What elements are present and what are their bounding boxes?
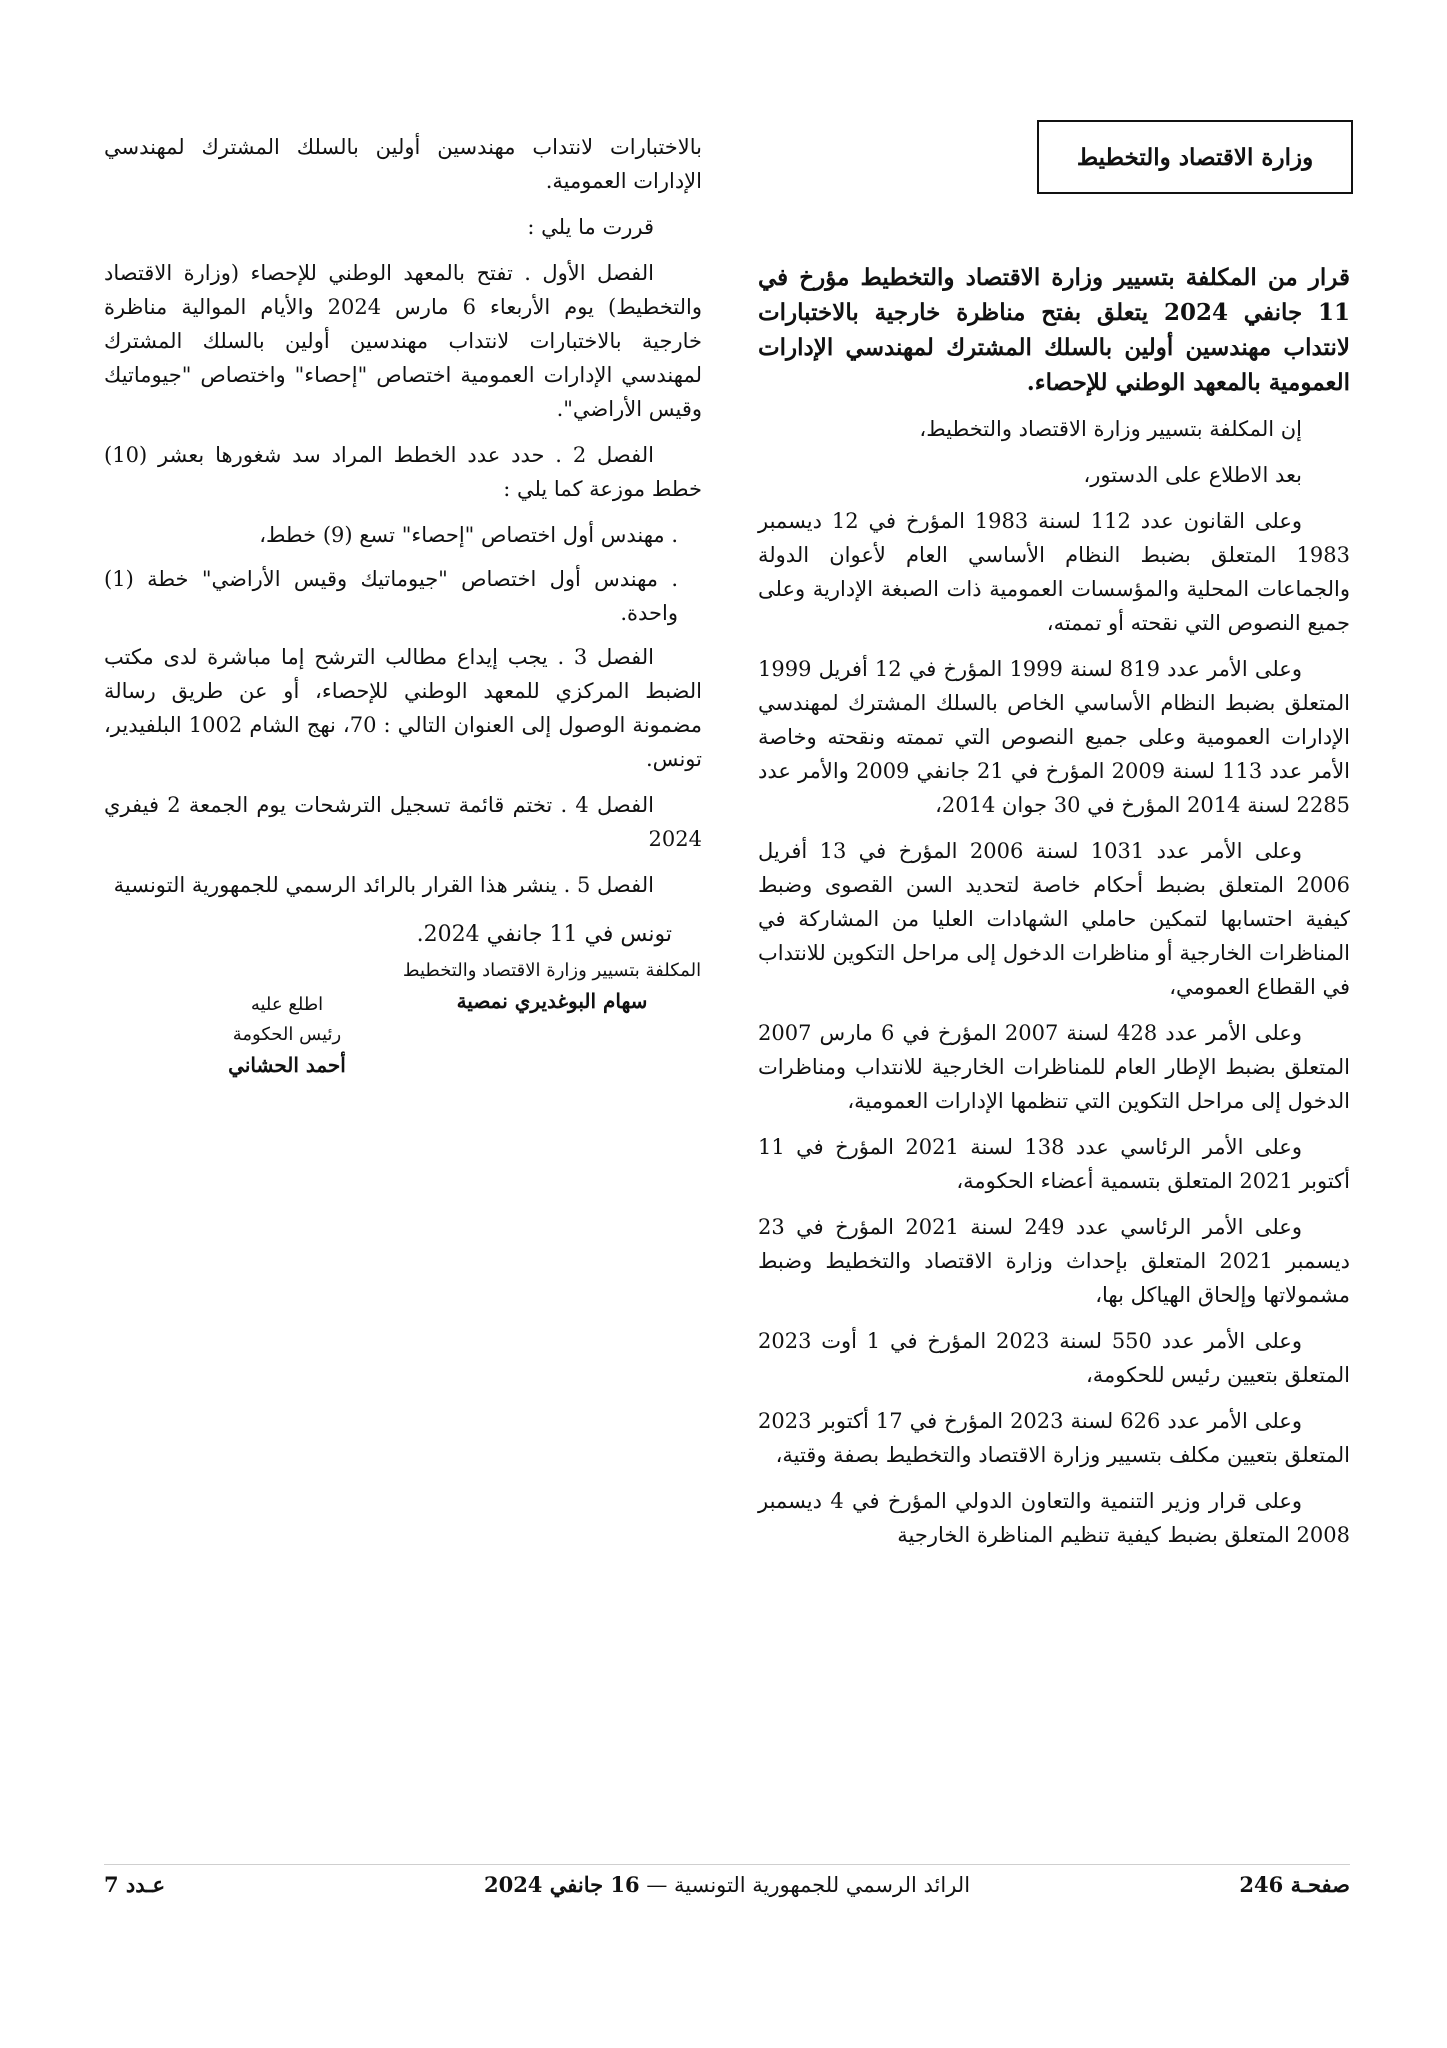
article-5: الفصل 5 . ينشر هذا القرار بالرائد الرسمي للجمهورية التونسية (113, 873, 654, 897)
pm-name: أحمد الحشاني (228, 1053, 346, 1077)
preamble-paragraph: وعلى الأمر عدد 1031 لسنة 2006 المؤرخ في 13 أفريل 2006 المتعلق بضبط أحكام خاصة لتحديد السن القصوى وضبط كيفية احتسابها لتمكين حاملي الشهادات العليا من المشاركة في المناظرات الخارجية أو مناظرات الدخول إلى مراحل التكوين للانتداب في القطاع العمومي، (758, 839, 1350, 999)
preamble-paragraph: وعلى الأمر الرئاسي عدد 138 لسنة 2021 المؤرخ في 11 أكتوبر 2021 المتعلق بتسمية أعضاء الحكومة، (758, 1135, 1350, 1193)
preamble-paragraph: وعلى القانون عدد 112 لسنة 1983 المؤرخ في 12 ديسمبر 1983 المتعلق بضبط النظام الأساسي العام لأعوان الدولة والجماعات المحلية والمؤسسات العمومية ذات الصبغة الإدارية وعلى جميع النصوص التي نقحته أو تممته، (758, 509, 1350, 635)
signatory-title: المكلفة بتسيير وزارة الاقتصاد والتخطيط (402, 960, 702, 981)
decree-title: قرار من المكلفة بتسيير وزارة الاقتصاد والتخطيط مؤرخ في 11 جانفي 2024 يتعلق بفتح مناظرة خارجية بالاختبارات لانتداب مهندسين أولين بالسلك المشترك لمهندسي الإدارات العمومية بالمعهد الوطني للإحصاء. (758, 264, 1351, 396)
decided-line: قررت ما يلي : (527, 215, 654, 239)
ministry-name: وزارة الاقتصاد والتخطيط (1076, 143, 1314, 171)
continuation-paragraph: بالاختبارات لانتداب مهندسين أولين بالسلك المشترك لمهندسي الإدارات العمومية. (104, 135, 702, 193)
seen-label: اطلع عليه (250, 994, 324, 1015)
footer-journal (104, 1872, 1350, 1897)
signature-area (104, 956, 702, 1126)
footer-date: 16 جانفي 2024 (483, 1872, 640, 1897)
page-footer (104, 1872, 1350, 1912)
signatory-name: سهام البوغديري نمصية (456, 989, 648, 1013)
signing-date: تونس في 11 جانفي 2024. (416, 922, 672, 947)
preamble-paragraph: وعلى قرار وزير التنمية والتعاون الدولي المؤرخ في 4 ديسمبر 2008 المتعلق بضبط كيفية تنظيم المناظرة الخارجية (758, 1489, 1350, 1547)
pm-title: رئيس الحكومة (232, 1024, 342, 1045)
pm-signature (172, 990, 402, 1080)
preamble-paragraph: وعلى الأمر عدد 626 لسنة 2023 المؤرخ في 17 أكتوبر 2023 المتعلق بتعيين مكلف بتسيير وزارة الاقتصاد والتخطيط بصفة وقتية، (758, 1409, 1350, 1467)
footer-divider (104, 1864, 1350, 1865)
right-column (758, 120, 1350, 1564)
preamble-paragraph: وعلى الأمر الرئاسي عدد 249 لسنة 2021 المؤرخ في 23 ديسمبر 2021 المتعلق بإحداث وزارة الاقتصاد والتخطيط وضبط مشمولاتها وإلحاق الهياكل بها، (758, 1215, 1351, 1307)
preamble-paragraph: إن المكلفة بتسيير وزارة الاقتصاد والتخطيط، (919, 417, 1302, 441)
article-3: الفصل 3 . يجب إيداع مطالب الترشح إما مباشرة لدى مكتب الضبط المركزي للمعهد الوطني للإحصاء، أو عن طريق رسالة مضمونة الوصول إلى العنوان التالي : 70، نهج الشام 1002 البلفيدير، تونس. (104, 645, 702, 771)
article-2: الفصل 2 . حدد عدد الخطط المراد سد شغورها بعشر (10) خطط موزعة كما يلي : (104, 443, 702, 501)
footer-journal-name: الرائد الرسمي للجمهورية التونسية — (646, 1873, 971, 1897)
ministry-header-box (1037, 120, 1353, 194)
preamble-paragraph: وعلى الأمر عدد 428 لسنة 2007 المؤرخ في 6 مارس 2007 المتعلق بضبط الإطار العام للمناظرات الخارجية للانتداب ومناظرات الدخول إلى مراحل التكوين التي تنظمها الإدارات العمومية، (758, 1021, 1350, 1113)
minister-signature (402, 956, 702, 1016)
article-4: الفصل 4 . تختم قائمة تسجيل الترشحات يوم الجمعة 2 فيفري 2024 (104, 793, 702, 851)
article-1: الفصل الأول . تفتح بالمعهد الوطني للإحصاء (وزارة الاقتصاد والتخطيط) يوم الأربعاء 6 مارس 2024 والأيام الموالية مناظرة خارجية بالاختبارات لانتداب مهندسين أولين بالسلك المشترك لمهندسي الإدارات العمومية اختصاص "إحصاء" واختصاص "جيوماتيك وقيس الأراضي". (104, 261, 702, 421)
left-column (104, 130, 702, 1126)
preamble-paragraph: بعد الاطلاع على الدستور، (1083, 463, 1302, 487)
footer-page-number: صفحـة 246 (1239, 1872, 1350, 1897)
preamble-paragraph: وعلى الأمر عدد 819 لسنة 1999 المؤرخ في 12 أفريل 1999 المتعلق بضبط النظام الأساسي الخاص بالسلك المشترك لمهندسي الإدارات العمومية وعلى جميع النصوص التي تممته ونقحته وخاصة الأمر عدد 113 لسنة 2009 المؤرخ في 21 جانفي 2009 والأمر عدد 2285 لسنة 2014 المؤرخ في 30 جوان 2014، (758, 657, 1351, 817)
article-2-item: . مهندس أول اختصاص "إحصاء" تسع (9) خطط، (259, 523, 678, 547)
preamble-paragraph: وعلى الأمر عدد 550 لسنة 2023 المؤرخ في 1 أوت 2023 المتعلق بتعيين رئيس للحكومة، (758, 1329, 1350, 1387)
article-2-item: . مهندس أول اختصاص "جيوماتيك وقيس الأراضي" خطة (1) واحدة. (104, 567, 678, 625)
footer-issue-number: عـدد 7 (104, 1872, 165, 1897)
